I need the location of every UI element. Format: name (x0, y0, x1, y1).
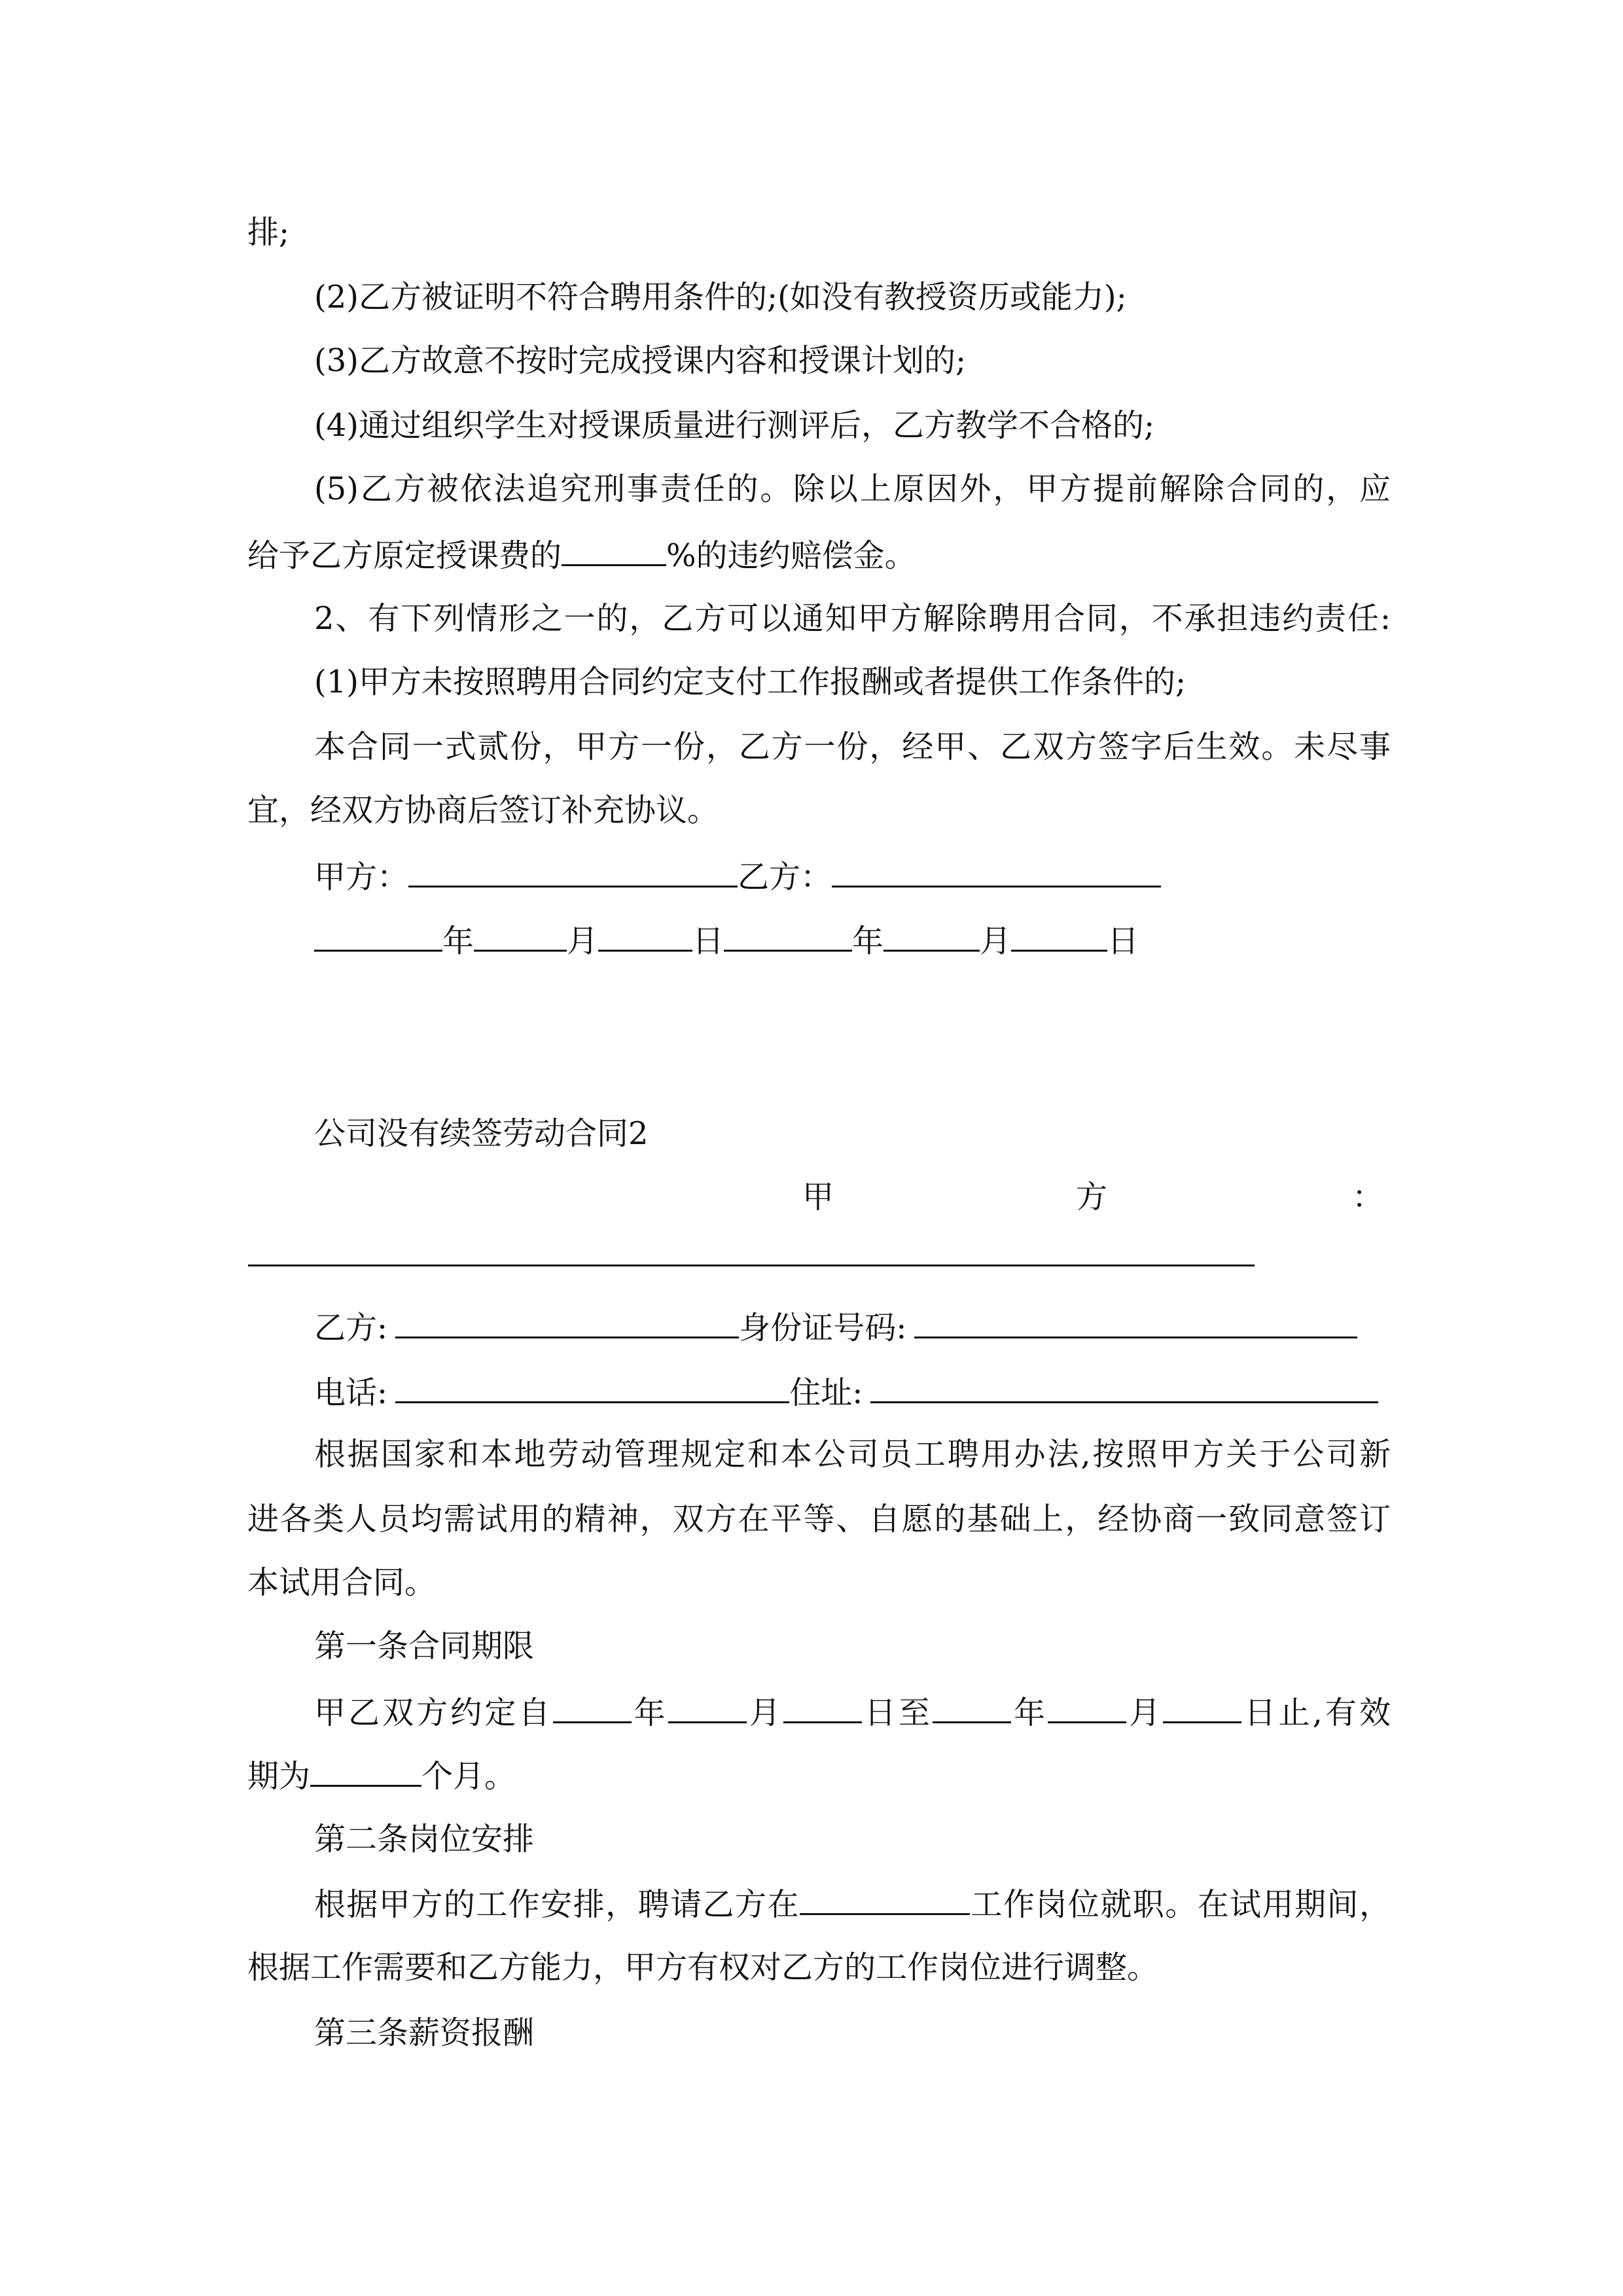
signature-line (314, 855, 1161, 895)
text: 给予乙方原定授课费的 (247, 537, 562, 574)
text: 电话: (314, 1374, 388, 1411)
text-line (314, 1883, 1391, 1922)
party-b-blank (832, 855, 1161, 888)
blank-field (724, 920, 852, 952)
text: %的违约赔偿金。 (666, 537, 916, 574)
blank-field (1163, 1691, 1241, 1723)
blank-field (474, 920, 567, 952)
text-line: 根据国家和本地劳动管理规定和本公司员工聘用办法,按照甲方关于公司新 (314, 1436, 1391, 1473)
article-heading: 第一条合同期限 (314, 1628, 535, 1664)
text: 年 (1011, 1695, 1048, 1731)
blank-field (395, 1306, 739, 1338)
blank-field (870, 1371, 1378, 1403)
blank-field (800, 1883, 970, 1915)
text: 日至 (861, 1695, 933, 1731)
clause-4: (4)通过组织学生对授课质量进行测评后，乙方教学不合格的; (314, 407, 1155, 444)
text: 个月。 (421, 1758, 516, 1795)
text: 日 (1107, 923, 1139, 960)
text: 住址: (789, 1374, 863, 1411)
party-a-char: 甲 (802, 1179, 834, 1215)
text: 月 (746, 1695, 783, 1731)
text: 根据甲方的工作安排，聘请乙方在 (314, 1886, 800, 1923)
blank-field (553, 1691, 632, 1723)
blank-field (914, 1306, 1357, 1338)
blank-field (1048, 1691, 1126, 1723)
article-heading: 第二条岗位安排 (314, 1821, 535, 1857)
clause-2: (2)乙方被证明不符合聘用条件的;(如没有教授资历或能力); (314, 279, 1127, 315)
text-line: 本合同一式贰份，甲方一份，乙方一份，经甲、乙双方签字后生效。未尽事 (314, 728, 1391, 765)
text: 工作岗位就职。在试用期间， (969, 1886, 1391, 1923)
text: 期为 (247, 1758, 311, 1795)
blank-field (395, 1371, 789, 1403)
party-a-label: 甲方： (314, 859, 409, 895)
text: 乙方: (314, 1310, 388, 1346)
contact-line (314, 1371, 1378, 1410)
text-line: 本试用合同。 (247, 1564, 437, 1601)
article-heading: 第三条薪资报酬 (314, 2015, 535, 2051)
party-b-label: 乙方： (738, 859, 832, 895)
party-a-blank (248, 1265, 1255, 1266)
text: 年 (631, 1695, 668, 1731)
clause-3: (3)乙方故意不按时完成授课内容和授课计划的; (314, 342, 967, 379)
blank-field (310, 1755, 421, 1787)
text: 年 (852, 923, 884, 960)
blank-field (668, 1691, 747, 1723)
text-line (247, 534, 916, 573)
blank-field (598, 920, 692, 952)
section-title: 公司没有续签劳动合同2 (314, 1115, 649, 1152)
clause-item-2-1: (1)甲方未按照聘用合同约定支付工作报酬或者提供工作条件的; (314, 664, 1186, 700)
text-line: 排; (247, 214, 290, 251)
party-a-colon: ： (1352, 1179, 1384, 1215)
blank-field (1011, 920, 1107, 952)
text: 日止,有效 (1241, 1695, 1391, 1731)
party-b-line (314, 1306, 1357, 1346)
text: 月 (567, 923, 599, 960)
text-line (314, 1691, 1391, 1731)
blank-field (314, 920, 442, 952)
text: 月 (980, 923, 1012, 960)
party-a-char: 方 (1076, 1179, 1108, 1215)
blank-field (783, 1691, 862, 1723)
blank-field (883, 920, 980, 952)
text-line: 进各类人员均需试用的精神，双方在平等、自愿的基础上，经协商一致同意签订 (247, 1501, 1391, 1537)
text-line (247, 1755, 516, 1794)
text: 甲乙双方约定自 (314, 1695, 553, 1731)
blank-field (562, 534, 666, 566)
clause-5: (5)乙方被依法追究刑事责任的。除以上原因外，甲方提前解除合同的，应 (314, 471, 1391, 507)
text: 月 (1126, 1695, 1164, 1731)
party-a-blank (408, 855, 738, 888)
clause-item-2: 2、有下列情形之一的，乙方可以通知甲方解除聘用合同，不承担违约责任: (314, 600, 1391, 637)
text: 年 (442, 923, 474, 960)
date-line (314, 920, 1139, 959)
text: 身份证号码: (739, 1310, 907, 1346)
text-line: 宜，经双方协商后签订补充协议。 (247, 792, 719, 829)
text: 日 (692, 923, 724, 960)
text-line: 根据工作需要和乙方能力，甲方有权对乙方的工作岗位进行调整。 (247, 1949, 1159, 1986)
blank-field (933, 1691, 1011, 1723)
